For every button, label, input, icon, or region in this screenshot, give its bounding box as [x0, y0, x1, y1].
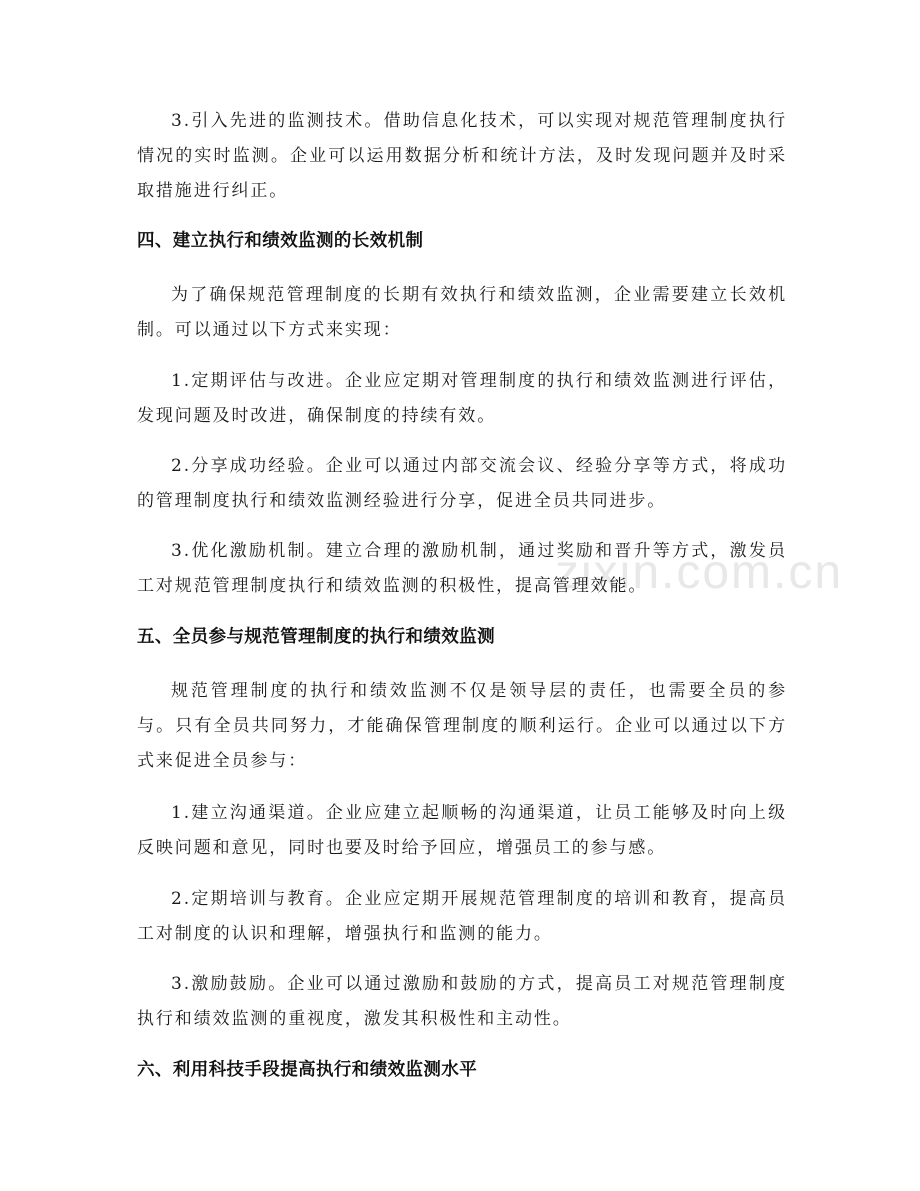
paragraph-monitoring-technology: 3.引入先进的监测技术。借助信息化技术，可以实现对规范管理制度执行情况的实时监测。企业可以运用数据分析和统计方法，及时发现问题并及时采取措施进行纠正。 [137, 111, 787, 201]
watermark: zixin.com.cn [555, 546, 844, 599]
paragraph-periodic-evaluation: 1.定期评估与改进。企业应定期对管理制度的执行和绩效监测进行评估，发现问题及时改进，确保制度的持续有效。 [137, 371, 787, 426]
paragraph-encouragement: 3.激励鼓励。企业可以通过激励和鼓励的方式，提高员工对规范管理制度执行和绩效监测的重视度，激发其积极性和主动性。 [137, 974, 787, 1029]
section-heading-5: 五、全员参与规范管理制度的执行和绩效监测 [137, 627, 495, 647]
paragraph-optimize-incentives: 3.优化激励机制。建立合理的激励机制，通过奖励和晋升等方式，激发员工对规范管理制度执行和绩效监测的积极性，提高管理效能。 [137, 541, 787, 596]
paragraph-training-education: 2.定期培训与教育。企业应定期开展规范管理制度的培训和教育，提高员工对制度的认识和理解，增强执行和监测的能力。 [137, 889, 787, 944]
paragraph-full-participation-intro: 规范管理制度的执行和绩效监测不仅是领导层的责任，也需要全员的参与。只有全员共同努力，才能确保管理制度的顺利运行。企业可以通过以下方式来促进全员参与： [137, 681, 787, 771]
paragraph-share-experience: 2.分享成功经验。企业可以通过内部交流会议、经验分享等方式，将成功的管理制度执行和绩效监测经验进行分享，促进全员共同进步。 [137, 456, 787, 511]
section-heading-4: 四、建立执行和绩效监测的长效机制 [137, 231, 424, 251]
paragraph-long-term-mechanism-intro: 为了确保规范管理制度的长期有效执行和绩效监测，企业需要建立长效机制。可以通过以下方式来实现： [137, 285, 787, 340]
paragraph-communication-channels: 1.建立沟通渠道。企业应建立起顺畅的沟通渠道，让员工能够及时向上级反映问题和意见，同时也要及时给予回应，增强员工的参与感。 [137, 803, 787, 858]
section-heading-6: 六、利用科技手段提高执行和绩效监测水平 [137, 1060, 478, 1080]
